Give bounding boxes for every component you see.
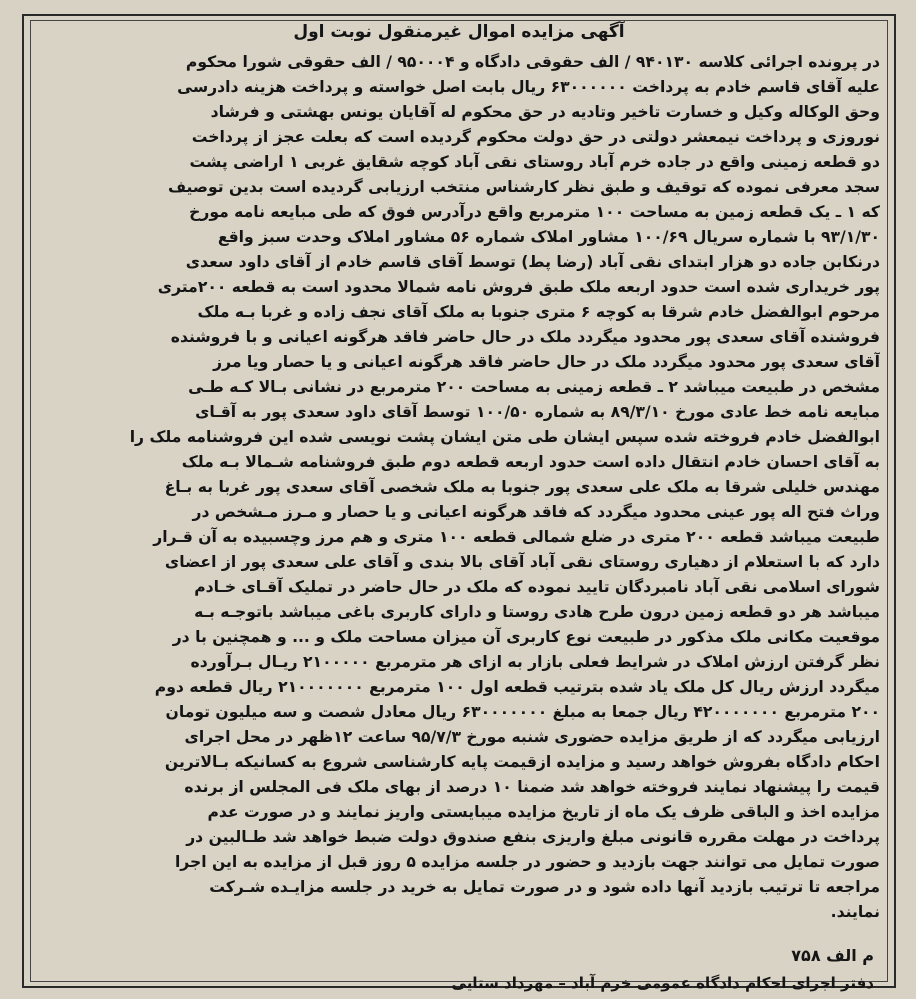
notice-line: آقای سعدی پور محدود میگردد ملک در حال حاضر فاقد هرگونه اعیانی و یا حصار ویا مرز	[213, 353, 880, 371]
notice-line: مبایعه نامه خط عادی مورخ ۸۹/۳/۱۰ به شماره ۱۰۰/۵۰ توسط آقای داود سعدی پور به آقـای	[195, 403, 880, 421]
notice-line: شورای اسلامی نقی آباد نامبردگان تایید نموده که ملک در حال حاضر در تملیک آقـای خـادم	[194, 578, 880, 596]
notice-frame	[22, 14, 896, 992]
notice-title: آگهی مزایده اموال غیرمنقول نوبت اول	[293, 22, 625, 42]
notice-line: پرداخت در مهلت مقرره قانونی مبلغ واریزی بنفع صندوق دولت ضبط خواهد شد طـالبین در	[186, 828, 880, 846]
notice-line: وحق الوکاله وکیل و خسارت تاخیر وتادیه در حق محکوم له آقایان یونس بهشتی و فرشاد	[210, 103, 880, 121]
notice-line: ۲۰۰ مترمربع ۴۲۰۰۰۰۰۰۰ ریال جمعا به مبلغ ۶۳۰۰۰۰۰۰۰ ریال معادل شصت و سه میلیون تومان	[165, 703, 880, 721]
notice-line: نمایند.	[830, 903, 880, 921]
notice-line: سجد معرفی نموده که توقیف و طبق نظر کارشناس منتخب ارزیابی گردیده است بدین توصیف	[167, 178, 880, 196]
notice-line: فروشنده آقای سعدی پور محدود میگردد ملک در حال حاضر فاقد هرگونه اعیانی و با فروشنده	[170, 328, 880, 346]
notice-line: ابوالفضل خادم فروخته شده سپس ایشان طی متن ایشان پشت نویسی شده این فروشنامه ملک را	[129, 428, 880, 446]
notice-line: احکام دادگاه بفروش خواهد رسید و مزایده ازقیمت پایه کارشناسی شروع به کسانیکه بـالاترین	[164, 753, 880, 771]
notice-body	[38, 50, 880, 925]
notice-line: قیمت را پیشنهاد نمایند فروخته خواهد شد ضمنا ۱۰ درصد از بهای ملک فی المجلس از برنده	[184, 778, 880, 796]
notice-line: طبیعت میباشد قطعه ۲۰۰ متری در ضلع شمالی قطعه ۱۰۰ متری و هم مرز وچسبیده به آن قـرار	[153, 528, 880, 546]
notice-line: در پرونده اجرائی کلاسه ۹۴۰۱۳۰ / الف حقوقی دادگاه و ۹۵۰۰۰۴ / الف حقوقی شورا محکوم	[185, 53, 880, 71]
notice-line: میباشد هر دو قطعه زمین درون طرح هادی روستا و دارای کاربری باغی میباشد باتوجـه بـه	[194, 603, 880, 621]
notice-line: نظر گرفتن ارزش املاک در شرایط فعلی بازار به ازای هر مترمربع ۲۱۰۰۰۰۰ ریـال بـرآورده	[190, 653, 880, 671]
notice-line: پور خریداری شده است حدود اربعه ملک طبق فروش نامه شمالا محدود است به قطعه ۲۰۰متری	[157, 278, 880, 296]
notice-line: علیه آقای قاسم خادم به پرداخت ۶۳۰۰۰۰۰۰ ریال بابت اصل خواسته و پرداخت هزینه دادرسی	[177, 78, 880, 96]
notice-line: مشخص در طبیعت میباشد ۲ ـ قطعه زمینی به مساحت ۲۰۰ مترمربع در نشانی بـالا کـه طـی	[188, 378, 880, 396]
notice-line: مراجعه تا ترتیب بازدید آنها داده شود و در صورت تمایل به خرید در جلسه مزایـده شـرکت	[209, 878, 880, 896]
notice-line: میگردد ارزش ریال کل ملک یاد شده بترتیب قطعه اول ۱۰۰ مترمربع ۲۱۰۰۰۰۰۰۰ ریال قطعه دوم	[154, 678, 880, 696]
notice-line: موقعیت مکانی ملک مذکور در طبیعت نوع کاربری آن میزان مساحت ملک و ... و همچنین با در	[172, 628, 880, 646]
notice-line: که ۱ ـ یک قطعه زمین به مساحت ۱۰۰ مترمربع واقع درآدرس فوق که طی مبایعه نامه مورخ	[189, 203, 880, 221]
notice-footer: دفتر اجرای احکام دادگاه عمومی خرم آباد – مهرداد ستایی	[451, 974, 874, 992]
notice-line: مهندس خلیلی شرقا به ملک علی سعدی پور جنوبا به ملک شخصی آقای سعدی پور غربا به بـاغ	[164, 478, 880, 496]
notice-line: نوروزی و پرداخت نیمعشر دولتی در حق دولت محکوم گردیده است که بعلت عجز از پرداخت	[191, 128, 880, 146]
notice-code: م الف ۷۵۸	[791, 946, 874, 965]
notice-line: وراث فتح اله پور عینی محدود میگردد که فاقد هرگونه اعیانی و یا حصار و مـرز مـشخص در	[192, 503, 880, 521]
notice-line: درنکابن جاده دو هزار ابتدای نقی آباد (رضا پط) توسط آقای قاسم خادم از آقای داود سعدی	[185, 253, 880, 271]
notice-line: مرحوم ابوالفضل خادم شرقا به کوچه ۶ متری جنوبا به ملک آقای نجف زاده و غربا بـه ملک	[197, 303, 880, 321]
notice-line: دارد که با استعلام از دهیاری روستای نقی آباد آقای بالا بندی و آقای علی سعدی پور از اعضای	[164, 553, 880, 571]
notice-line: ارزیابی میگردد که از طریق مزایده حضوری شنبه مورخ ۹۵/۷/۳ ساعت ۱۲ظهر در محل اجرای	[184, 728, 880, 746]
notice-line: دو قطعه زمینی واقع در جاده خرم آباد روستای نقی آباد کوچه شقایق غربی ۱ اراضی پشت	[189, 153, 880, 171]
notice-line: مزایده اخذ و الباقی ظرف یک ماه از تاریخ مزایده میبایستی واریز نمایند و در صورت عدم	[207, 803, 880, 821]
notice-line: به آقای احسان خادم انتقال داده است حدود اربعه قطعه دوم طبق فروشنامه شـمالا بـه ملک	[181, 453, 880, 471]
notice-line: صورت تمایل می توانند جهت بازدید و حضور در جلسه مزایده ۵ روز قبل از مزایده به این اجرا	[174, 853, 880, 871]
notice-line: ۹۳/۱/۳۰ با شماره سریال ۱۰۰/۶۹ مشاور املاک شماره ۵۶ مشاور املاک وحدت سبز واقع	[217, 228, 880, 246]
